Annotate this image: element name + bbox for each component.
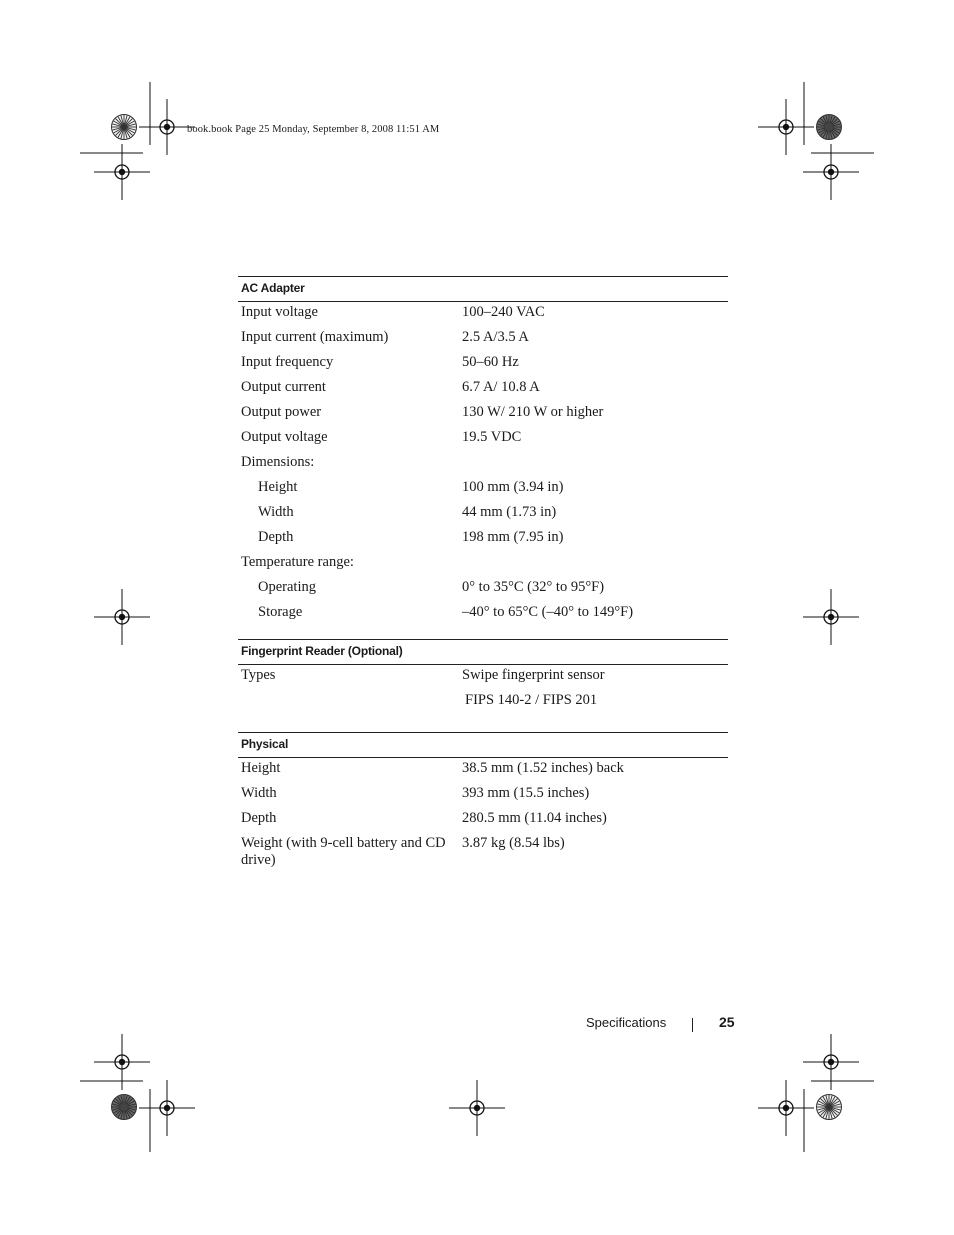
spec-label: Storage [258,604,303,620]
section-heading: AC Adapter [238,276,728,302]
spec-value: 100 mm (3.94 in) [462,479,564,495]
spec-value: 2.5 A/3.5 A [462,329,529,345]
spec-label: Height [241,760,281,776]
registration-target-icon [803,144,859,200]
spec-value: 44 mm (1.73 in) [462,504,557,520]
print-slug-line: book.book Page 25 Monday, September 8, 2008 11:51 AM [187,124,440,135]
spec-label: Width [241,785,277,801]
spec-label: Temperature range: [241,554,354,570]
color-wheel-icon [112,1095,137,1120]
spec-label: Width [258,504,294,520]
spec-row [238,452,728,477]
spec-label: Depth [241,810,277,826]
spec-value: 19.5 VDC [462,429,522,445]
registration-target-icon [803,1034,859,1090]
spec-label: Weight (with 9-cell battery and CD drive) [241,835,446,868]
spec-value: –40° to 65°C (–40° to 149°F) [462,604,634,620]
spec-row [238,527,728,552]
section-heading: Physical [238,732,728,758]
spec-row [238,808,728,833]
spec-row [238,302,728,327]
spec-row [238,783,728,808]
spec-value: 3.87 kg (8.54 lbs) [462,835,565,851]
section-fingerprint-reader [238,639,728,713]
spec-label: Depth [258,529,294,545]
spec-row [238,477,728,502]
page-number: 25 [719,1014,735,1030]
spec-value [462,452,728,477]
spec-value [462,552,728,577]
spec-row [238,552,728,577]
spec-value: Swipe fingerprint sensor [462,667,605,683]
spec-row [238,427,728,452]
spec-label: Height [258,479,298,495]
spec-value: 393 mm (15.5 inches) [462,785,590,801]
registration-target-icon [758,99,814,155]
spec-row [238,327,728,352]
spec-label: Output voltage [241,429,328,445]
spec-row [238,402,728,427]
spec-value: 198 mm (7.95 in) [462,529,564,545]
spec-label: Types [241,667,276,683]
spec-value: 100–240 VAC [462,304,545,320]
spec-value: 6.7 A/ 10.8 A [462,379,540,395]
spec-label: Input voltage [241,304,318,320]
spec-label: Input current (maximum) [241,329,389,345]
spec-row [238,352,728,377]
spec-label: Output power [241,404,322,420]
section-physical [238,732,728,869]
spec-value: FIPS 140-2 / FIPS 201 [465,692,598,708]
spec-row [238,502,728,527]
section-gap [238,713,728,732]
spec-row [238,602,728,627]
registration-target-icon [758,1080,814,1136]
spec-value: 38.5 mm (1.52 inches) back [462,760,624,776]
section-gap [238,627,728,639]
spec-row [238,833,728,869]
registration-target-icon [94,1034,150,1090]
section-ac-adapter [238,276,728,627]
footer-section-name: Specifications [586,1015,667,1030]
spec-row [238,377,728,402]
spec-value: 50–60 Hz [462,354,519,370]
spec-label: Operating [258,579,316,595]
spec-row [238,758,728,783]
registration-target-icon [139,1080,195,1136]
spec-value: 280.5 mm (11.04 inches) [462,810,607,826]
spec-label: Output current [241,379,326,395]
registration-target-icon [94,144,150,200]
spec-label: Input frequency [241,354,334,370]
footer-divider [692,1018,693,1032]
section-heading: Fingerprint Reader (Optional) [238,639,728,665]
registration-target-icon [449,1080,505,1136]
registration-target-icon [803,589,859,645]
color-wheel-icon [817,1095,842,1120]
specifications-table [238,276,728,869]
color-wheel-icon [112,115,137,140]
registration-target-icon [94,589,150,645]
spec-row [238,577,728,602]
color-wheel-icon [817,115,842,140]
spec-value: 0° to 35°C (32° to 95°F) [462,579,605,595]
spec-row [238,665,728,690]
spec-label: Dimensions: [241,454,315,470]
spec-value: 130 W/ 210 W or higher [462,404,604,420]
